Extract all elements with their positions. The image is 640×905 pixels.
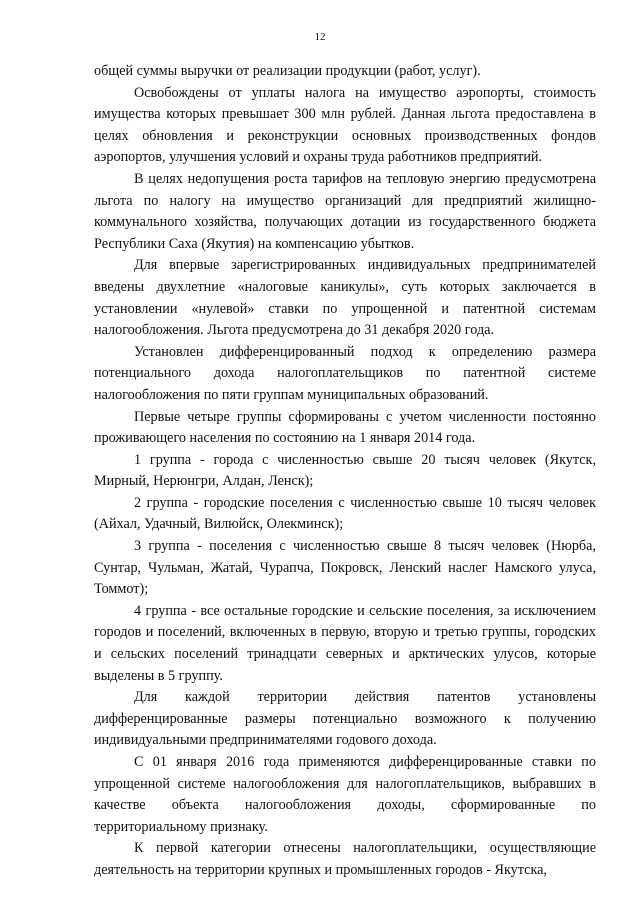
- paragraph-first-category: К первой категории отнесены налогоплательщики, осуществляющие деятельность на территории крупных и промышленных городов - Якутска,: [94, 840, 596, 878]
- page-number: 12: [314, 31, 326, 43]
- paragraph-patent-income: Для каждой территории действия патентов установлены дифференцированные размеры потенциально возможного к получению индивидуальными предпринимателями годового дохода.: [94, 689, 596, 749]
- paragraph-group-3: 3 группа - поселения с численностью свыше 8 тысяч человек (Нюрба, Сунтар, Чульман, Жатай, Чурапча, Покровск, Ленский наслег Намского улуса, Томмот);: [94, 538, 596, 598]
- paragraph-tax-holidays: Для впервые зарегистрированных индивидуальных предпринимателей введены двухлетние «налоговые каникулы», суть которых заключается в установлении «нулевой» ставки по упрощенной и патентной системам налогообложения. Льгота предусмотрена до 31 декабря 2020 года.: [94, 257, 596, 339]
- paragraph-usn-rates: С 01 января 2016 года применяются дифференцированные ставки по упрощенной системе налогообложения для налогоплательщиков, выбравших в качестве объекта налогообложения доходы, сформированные по территориальному признаку.: [94, 754, 596, 835]
- paragraph-continuation: общей суммы выручки от реализации продукции (работ, услуг).: [94, 63, 481, 79]
- paragraph-utilities: В целях недопущения роста тарифов на тепловую энергию предусмотрена льгота по налогу на имущество организаций для предприятий жилищно-коммунального хозяйства, получающих дотации из государственного бюджета Республики Саха (Якутия) на компенсацию убытков.: [94, 170, 596, 252]
- paragraph-groups-intro: Первые четыре группы сформированы с учетом численности постоянно проживающего населения по состоянию на 1 января 2014 года.: [94, 408, 596, 447]
- paragraph-group-1: 1 группа - города с численностью свыше 20 тысяч человек (Якутск, Мирный, Нерюнгри, Алдан, Ленск);: [94, 451, 596, 490]
- paragraph-patent-approach: Установлен дифференцированный подход к определению размера потенциального дохода налогоплательщиков по патентной системе налогообложения по пяти группам муниципальных образований.: [94, 343, 596, 403]
- paragraph-group-4: 4 группа - все остальные городские и сельские поселения, за исключением городов и поселений, включенных в первую, вторую и третью группы, городских и сельских поселений тринадцати северных и арктических улусов, которые выделены в 5 группу.: [94, 602, 596, 684]
- paragraph-airports: Освобождены от уплаты налога на имущество аэропорты, стоимость имущества которых превышает 300 млн рублей. Данная льгота предоставлена в целях обновления и реконструкции основных производственных фондов аэропортов, улучшения условий и охраны труда работников предприятий.: [94, 84, 596, 166]
- document-body: [94, 61, 596, 882]
- paragraph-group-2: 2 группа - городские поселения с численностью свыше 10 тысяч человек (Айхал, Удачный, Вилюйск, Олекминск);: [94, 494, 596, 533]
